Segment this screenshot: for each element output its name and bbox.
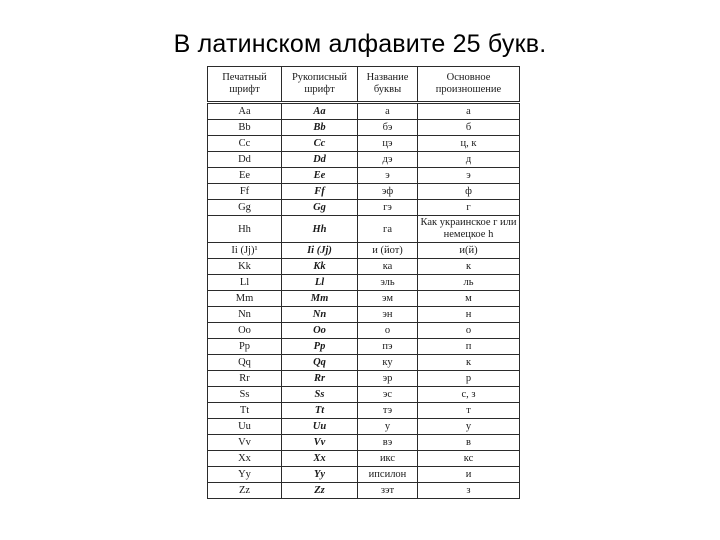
cell-handwritten: Kk	[282, 259, 358, 275]
cell-printed: Kk	[208, 259, 282, 275]
cell-pronunciation: п	[418, 339, 520, 355]
cell-pronunciation: э	[418, 168, 520, 184]
table-row	[208, 120, 520, 136]
table-row	[208, 243, 520, 259]
cell-printed: Ss	[208, 387, 282, 403]
cell-letter-name: эс	[358, 387, 418, 403]
cell-pronunciation: ф	[418, 184, 520, 200]
cell-pronunciation: у	[418, 419, 520, 435]
cell-handwritten: Aa	[282, 103, 358, 120]
cell-pronunciation: т	[418, 403, 520, 419]
cell-handwritten: Tt	[282, 403, 358, 419]
cell-pronunciation: м	[418, 291, 520, 307]
table-row	[208, 152, 520, 168]
table-row	[208, 323, 520, 339]
cell-pronunciation: Как украинское г или немецкое h	[418, 216, 520, 243]
cell-letter-name: эль	[358, 275, 418, 291]
cell-letter-name: икс	[358, 451, 418, 467]
cell-handwritten: Cc	[282, 136, 358, 152]
table-row	[208, 136, 520, 152]
table-row	[208, 200, 520, 216]
table-header	[208, 67, 520, 103]
cell-pronunciation: д	[418, 152, 520, 168]
cell-printed: Uu	[208, 419, 282, 435]
cell-printed: Qq	[208, 355, 282, 371]
cell-printed: Cc	[208, 136, 282, 152]
cell-printed: Zz	[208, 483, 282, 499]
cell-pronunciation: г	[418, 200, 520, 216]
cell-printed: Vv	[208, 435, 282, 451]
cell-handwritten: Pp	[282, 339, 358, 355]
cell-printed: Xx	[208, 451, 282, 467]
table-row	[208, 184, 520, 200]
cell-letter-name: и (йот)	[358, 243, 418, 259]
table-row	[208, 467, 520, 483]
cell-letter-name: ку	[358, 355, 418, 371]
alphabet-table-container	[207, 66, 519, 499]
cell-handwritten: Hh	[282, 216, 358, 243]
cell-printed: Dd	[208, 152, 282, 168]
cell-pronunciation: кс	[418, 451, 520, 467]
cell-letter-name: у	[358, 419, 418, 435]
cell-printed: Mm	[208, 291, 282, 307]
cell-handwritten: Uu	[282, 419, 358, 435]
cell-pronunciation: с, з	[418, 387, 520, 403]
table-row	[208, 216, 520, 243]
cell-letter-name: дэ	[358, 152, 418, 168]
cell-letter-name: эн	[358, 307, 418, 323]
cell-printed: Hh	[208, 216, 282, 243]
cell-pronunciation: и(й)	[418, 243, 520, 259]
cell-handwritten: Zz	[282, 483, 358, 499]
cell-letter-name: o	[358, 323, 418, 339]
table-row	[208, 451, 520, 467]
cell-handwritten: Ff	[282, 184, 358, 200]
table-row	[208, 387, 520, 403]
cell-pronunciation: ц, к	[418, 136, 520, 152]
cell-letter-name: цэ	[358, 136, 418, 152]
cell-handwritten: Nn	[282, 307, 358, 323]
header-printed: Печатный шрифт	[208, 67, 282, 103]
cell-handwritten: Mm	[282, 291, 358, 307]
cell-pronunciation: к	[418, 355, 520, 371]
cell-printed: Rr	[208, 371, 282, 387]
cell-handwritten: Gg	[282, 200, 358, 216]
cell-printed: Ff	[208, 184, 282, 200]
cell-handwritten: Qq	[282, 355, 358, 371]
cell-handwritten: Bb	[282, 120, 358, 136]
cell-letter-name: бэ	[358, 120, 418, 136]
cell-printed: Ee	[208, 168, 282, 184]
table-row	[208, 355, 520, 371]
cell-handwritten: Ee	[282, 168, 358, 184]
cell-letter-name: пэ	[358, 339, 418, 355]
cell-letter-name: гэ	[358, 200, 418, 216]
cell-letter-name: эр	[358, 371, 418, 387]
cell-handwritten: Dd	[282, 152, 358, 168]
table-body	[208, 103, 520, 499]
cell-pronunciation: б	[418, 120, 520, 136]
table-row	[208, 371, 520, 387]
cell-pronunciation: к	[418, 259, 520, 275]
alphabet-table	[207, 66, 520, 499]
cell-handwritten: Oo	[282, 323, 358, 339]
table-row	[208, 435, 520, 451]
cell-handwritten: Ll	[282, 275, 358, 291]
cell-letter-name: га	[358, 216, 418, 243]
cell-printed: Tt	[208, 403, 282, 419]
table-row	[208, 103, 520, 120]
cell-letter-name: ка	[358, 259, 418, 275]
cell-letter-name: a	[358, 103, 418, 120]
cell-pronunciation: o	[418, 323, 520, 339]
cell-handwritten: Ss	[282, 387, 358, 403]
cell-handwritten: Xx	[282, 451, 358, 467]
table-row	[208, 339, 520, 355]
table-row	[208, 168, 520, 184]
cell-printed: Ii (Jj)¹	[208, 243, 282, 259]
table-row	[208, 259, 520, 275]
cell-letter-name: зэт	[358, 483, 418, 499]
header-row	[208, 67, 520, 103]
cell-printed: Yy	[208, 467, 282, 483]
table-row	[208, 403, 520, 419]
table-row	[208, 275, 520, 291]
cell-pronunciation: и	[418, 467, 520, 483]
cell-printed: Bb	[208, 120, 282, 136]
cell-handwritten: Ii (Jj)	[282, 243, 358, 259]
cell-letter-name: эм	[358, 291, 418, 307]
cell-letter-name: ипсилон	[358, 467, 418, 483]
table-row	[208, 483, 520, 499]
table-row	[208, 307, 520, 323]
cell-pronunciation: з	[418, 483, 520, 499]
cell-letter-name: тэ	[358, 403, 418, 419]
cell-pronunciation: в	[418, 435, 520, 451]
cell-pronunciation: ль	[418, 275, 520, 291]
cell-letter-name: вэ	[358, 435, 418, 451]
cell-printed: Pp	[208, 339, 282, 355]
cell-printed: Nn	[208, 307, 282, 323]
cell-printed: Oo	[208, 323, 282, 339]
cell-pronunciation: р	[418, 371, 520, 387]
header-pronunciation: Основное произношение	[418, 67, 520, 103]
cell-pronunciation: н	[418, 307, 520, 323]
header-letter-name: Название буквы	[358, 67, 418, 103]
cell-handwritten: Yy	[282, 467, 358, 483]
cell-pronunciation: a	[418, 103, 520, 120]
cell-handwritten: Rr	[282, 371, 358, 387]
table-row	[208, 419, 520, 435]
cell-printed: Gg	[208, 200, 282, 216]
header-handwritten: Рукописный шрифт	[282, 67, 358, 103]
cell-handwritten: Vv	[282, 435, 358, 451]
cell-printed: Ll	[208, 275, 282, 291]
table-row	[208, 291, 520, 307]
cell-letter-name: э	[358, 168, 418, 184]
cell-printed: Aa	[208, 103, 282, 120]
slide-title: В латинском алфавите 25 букв.	[173, 30, 547, 58]
cell-letter-name: эф	[358, 184, 418, 200]
